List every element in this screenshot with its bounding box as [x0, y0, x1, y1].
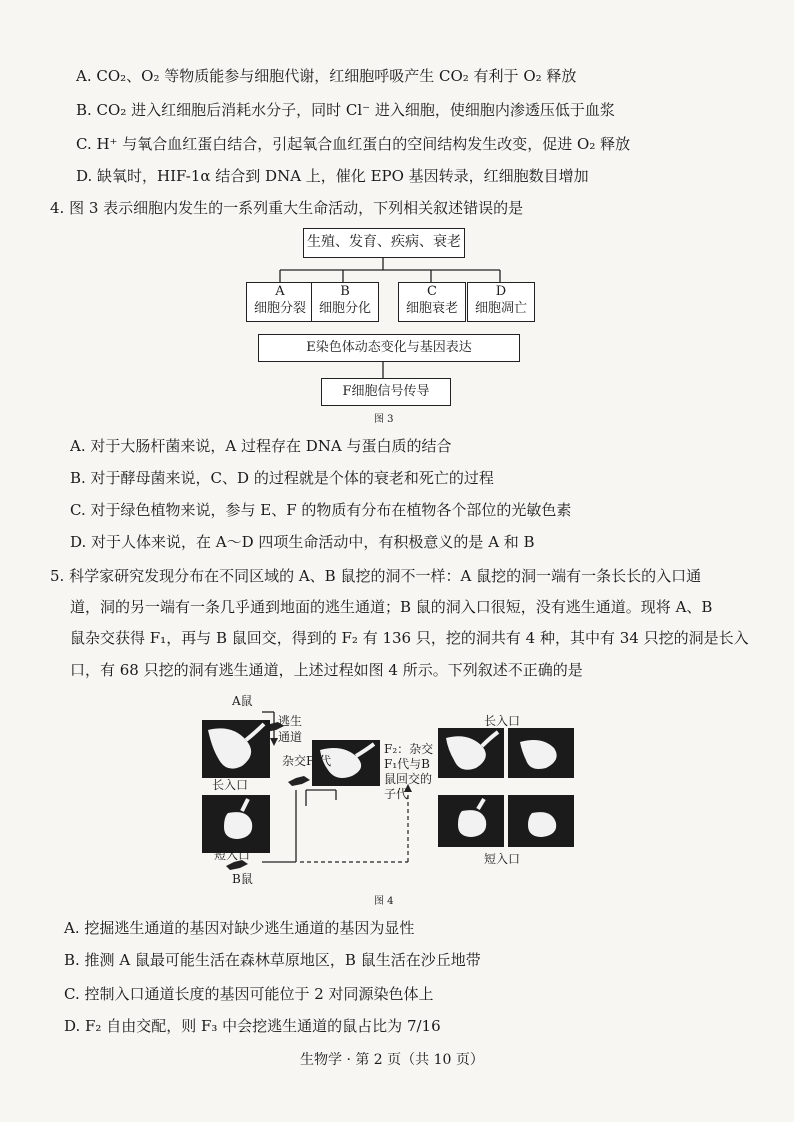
- q5-stem-line-2: 道，洞的另一端有一条几乎通到地面的逃生通道；B 鼠的洞入口很短，没有逃生通道。现将 A、B: [70, 598, 713, 616]
- burrow-f2-short-1: [438, 795, 504, 847]
- q5-option-a: A. 挖掘逃生通道的基因对缺少逃生通道的基因为显性: [64, 919, 415, 937]
- q5-stem-line-3: 鼠杂交获得 F₁，再与 B 鼠回交，得到的 F₂ 有 136 只，挖的洞共有 4 种，其中有 34 只挖的洞是长入: [70, 629, 749, 647]
- burrow-f2-long-1: [438, 728, 504, 778]
- label-escape-1: 逃生: [278, 714, 303, 728]
- f1-mouse-icon: [288, 776, 310, 786]
- label-cross-f1: 杂交F₁代: [282, 754, 332, 768]
- q3-option-d: D. 缺氧时，HIF-1α 结合到 DNA 上，催化 EPO 基因转录，红细胞数目增加: [76, 167, 589, 185]
- fig3-box-c-letter: C: [427, 284, 437, 299]
- q5-stem-line-4: 口，有 68 只挖的洞有逃生通道，上述过程如图 4 所示。下列叙述不正确的是: [70, 661, 583, 679]
- fig3-box-d-label: 细胞凋亡: [474, 301, 527, 316]
- q4-option-a: A. 对于大肠杆菌来说，A 过程存在 DNA 与蛋白质的结合: [70, 437, 452, 455]
- fig3-box-b-letter: B: [340, 284, 350, 299]
- label-a-mouse: A鼠: [232, 694, 253, 708]
- label-f2-line-1: F₂：杂交: [384, 742, 434, 756]
- burrow-f2-short-2: [508, 795, 574, 847]
- label-f2-line-2: F₁代与B: [384, 757, 430, 771]
- q5-stem-line-1: 5. 科学家研究发现分布在不同区域的 A、B 鼠挖的洞不一样：A 鼠挖的洞一端有一条长长的入口通: [50, 567, 702, 585]
- fig3-box-b-label: 细胞分化: [318, 301, 371, 316]
- label-f2-line-3: 鼠回交的: [384, 772, 433, 786]
- label-f2-line-4: 子代: [384, 787, 409, 801]
- q5-option-b: B. 推测 A 鼠最可能生活在森林草原地区，B 鼠生活在沙丘地带: [64, 951, 481, 969]
- fig3-box-e: E染色体动态变化与基因表达: [258, 334, 520, 362]
- burrow-f2-long-2: [508, 728, 574, 778]
- fig4-caption: 图 4: [374, 896, 394, 907]
- fig3-box-a-letter: A: [275, 284, 285, 299]
- q5-option-d: D. F₂ 自由交配，则 F₃ 中会挖逃生通道的鼠占比为 7/16: [64, 1017, 441, 1035]
- fig3-box-c-label: 细胞衰老: [405, 301, 458, 316]
- fig3-box-d-letter: D: [495, 284, 507, 299]
- q4-stem: 4. 图 3 表示细胞内发生的一系列重大生命活动，下列相关叙述错误的是: [50, 199, 524, 217]
- q3-option-b: B. CO₂ 进入红细胞后消耗水分子，同时 Cl⁻ 进入细胞，使细胞内渗透压低于血浆: [76, 101, 615, 119]
- fig3-box-f: F细胞信号传导: [321, 378, 451, 406]
- label-short-entry-right: 短入口: [484, 852, 521, 866]
- burrow-a-long-entry: [202, 720, 270, 778]
- q3-option-a: A. CO₂、O₂ 等物质能参与细胞代谢，红细胞呼吸产生 CO₂ 有利于 O₂ 释放: [76, 67, 577, 85]
- fig3-box-a-label: 细胞分裂: [253, 301, 306, 316]
- fig3-top-box: 生殖、发育、疾病、衰老: [303, 228, 465, 258]
- q4-option-d: D. 对于人体来说，在 A～D 四项生命活动中，有积极意义的是 A 和 B: [70, 533, 535, 551]
- label-long-entry-right: 长入口: [484, 714, 521, 728]
- fig3-caption: 图 3: [374, 414, 394, 425]
- page-footer: 生物学 · 第 2 页（共 10 页）: [300, 1052, 484, 1068]
- q4-option-b: B. 对于酵母菌来说，C、D 的过程就是个体的衰老和死亡的过程: [70, 469, 494, 487]
- label-long-entry-left: 长入口: [212, 778, 249, 792]
- label-b-mouse: B鼠: [232, 872, 253, 886]
- q4-option-c: C. 对于绿色植物来说，参与 E、F 的物质有分布在植物各个部位的光敏色素: [70, 501, 572, 519]
- label-short-entry-left: 短入口: [214, 848, 251, 862]
- q5-option-c: C. 控制入口通道长度的基因可能位于 2 对同源染色体上: [64, 985, 434, 1003]
- label-escape-2: 通道: [278, 730, 303, 744]
- burrow-b-short-entry: [202, 795, 270, 853]
- q3-option-c: C. H⁺ 与氧合血红蛋白结合，引起氧合血红蛋白的空间结构发生改变，促进 O₂ 释放: [76, 135, 631, 153]
